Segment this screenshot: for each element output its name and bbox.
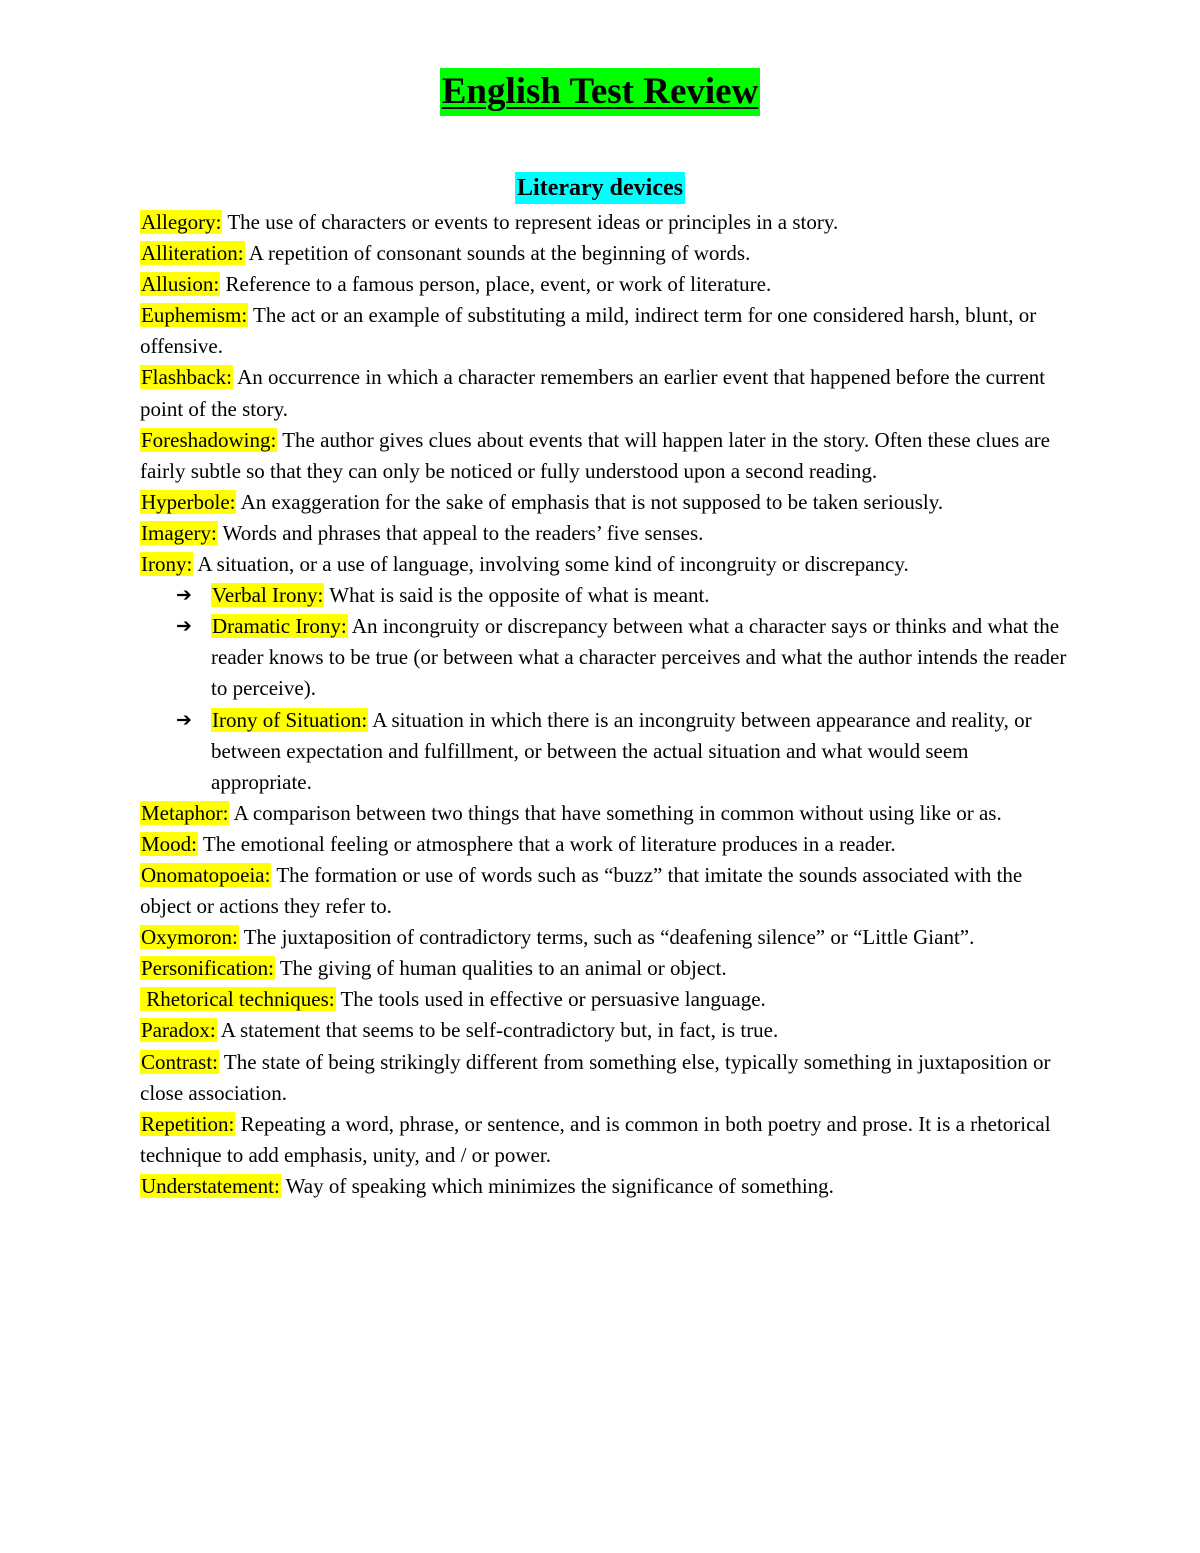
right-arrow-icon: ➔ <box>176 708 192 731</box>
term-definition: The act or an example of substituting a mild, indirect term for one considered harsh, blunt, or offensive. <box>140 303 1037 359</box>
term-label: Flashback: <box>141 365 232 390</box>
term-definition: A situation, or a use of language, involving some kind of incongruity or discrepancy. <box>193 552 909 577</box>
term-definition: A situation in which there is an incongruity between appearance and reality, or between expectation and fulfillment, or between the actual situation and what would seem appropriate. <box>211 707 1032 794</box>
definition-entry <box>140 860 1070 922</box>
irony-type-entry <box>140 705 1070 798</box>
definition-entry <box>140 953 1070 984</box>
right-arrow-icon: ➔ <box>176 584 192 607</box>
term-label: Foreshadowing: <box>141 427 277 452</box>
definition-entry <box>140 1171 1070 1202</box>
term-definition: The use of characters or events to represent ideas or principles in a story. <box>222 210 839 234</box>
term-label: Allusion: <box>141 272 220 297</box>
term-definition: The author gives clues about events that will happen later in the story. Often these clues are fairly subtle so that they can only be noticed or fully understood upon a second reading. <box>140 427 1051 483</box>
term-definition: A comparison between two things that have something in common without using like or as. <box>229 800 1002 825</box>
definition-entry <box>140 207 1070 238</box>
term-definition: Words and phrases that appeal to the readers’ five senses. <box>217 520 704 545</box>
term-label: Irony of Situation: <box>212 707 368 732</box>
term-definition: What is said is the opposite of what is meant. <box>324 583 710 608</box>
title-container <box>0 68 1200 116</box>
section-heading: Literary devices <box>515 172 685 204</box>
term-definition: Repeating a word, phrase, or sentence, and is common in both poetry and prose. It is a rhetorical technique to add emphasis, unity, and / or power. <box>140 1111 1051 1167</box>
definition-entry <box>140 922 1070 953</box>
page-title: English Test Review <box>440 68 761 116</box>
irony-type-entry <box>140 611 1070 704</box>
term-label: Paradox: <box>141 1018 216 1043</box>
definition-entry <box>140 798 1070 829</box>
definition-entry <box>140 549 1070 580</box>
term-label: Oxymoron: <box>141 925 238 950</box>
term-label: Hyperbole: <box>141 489 236 514</box>
term-definition: Reference to a famous person, place, event, or work of literature. <box>220 272 772 297</box>
definition-entry <box>140 984 1070 1015</box>
term-definition: A statement that seems to be self-contradictory but, in fact, is true. <box>216 1018 779 1043</box>
term-definition: A repetition of consonant sounds at the beginning of words. <box>244 241 751 266</box>
definition-entry <box>140 1015 1070 1046</box>
term-label: Alliteration: <box>141 241 244 266</box>
term-definition: The state of being strikingly different from something else, typically something in juxtaposition or close association. <box>140 1049 1051 1105</box>
definition-entry <box>140 238 1070 269</box>
definition-entry <box>140 829 1070 860</box>
term-label: Onomatopoeia: <box>141 862 271 887</box>
definition-entry <box>140 269 1070 300</box>
term-label: Imagery: <box>141 520 217 545</box>
definition-entry <box>140 518 1070 549</box>
term-label: Mood: <box>141 831 198 856</box>
term-label: Allegory: <box>141 210 222 234</box>
term-label: Verbal Irony: <box>212 583 324 608</box>
term-definition: The juxtaposition of contradictory terms, such as “deafening silence” or “Little Giant”. <box>238 925 975 950</box>
term-definition: An incongruity or discrepancy between what a character says or thinks and what the reader knows to be true (or between what a character perceives and what the author intends the reader to perceive). <box>211 614 1067 701</box>
term-label: Dramatic Irony: <box>212 614 347 639</box>
irony-type-entry <box>140 580 1070 611</box>
term-definition: Way of speaking which minimizes the significance of something. <box>280 1173 834 1198</box>
term-definition: The emotional feeling or atmosphere that a work of literature produces in a reader. <box>198 831 896 856</box>
term-label: Personification: <box>141 956 274 981</box>
definition-entry <box>140 1047 1070 1109</box>
term-label: Rhetorical techniques: <box>141 987 335 1012</box>
term-label: Contrast: <box>141 1049 218 1074</box>
right-arrow-icon: ➔ <box>176 615 192 638</box>
term-label: Euphemism: <box>141 303 248 328</box>
term-definition: An occurrence in which a character remembers an earlier event that happened before the current point of the story. <box>140 365 1046 421</box>
term-label: Repetition: <box>141 1111 235 1136</box>
definitions-list <box>140 207 1070 1202</box>
term-definition: The formation or use of words such as “buzz” that imitate the sounds associated with the object or actions they refer to. <box>140 862 1023 919</box>
term-definition: An exaggeration for the sake of emphasis that is not supposed to be taken seriously. <box>236 489 944 514</box>
term-definition: The giving of human qualities to an animal or object. <box>274 956 727 981</box>
term-label: Irony: <box>141 552 193 577</box>
term-definition: The tools used in effective or persuasive language. <box>335 987 766 1012</box>
definition-entry <box>140 487 1070 518</box>
term-label: Understatement: <box>141 1173 280 1198</box>
subtitle-container <box>0 172 1200 204</box>
definition-entry <box>140 1109 1070 1171</box>
definition-entry <box>140 362 1070 424</box>
definition-entry <box>140 425 1070 487</box>
term-label: Metaphor: <box>141 800 229 825</box>
definition-entry <box>140 300 1070 362</box>
